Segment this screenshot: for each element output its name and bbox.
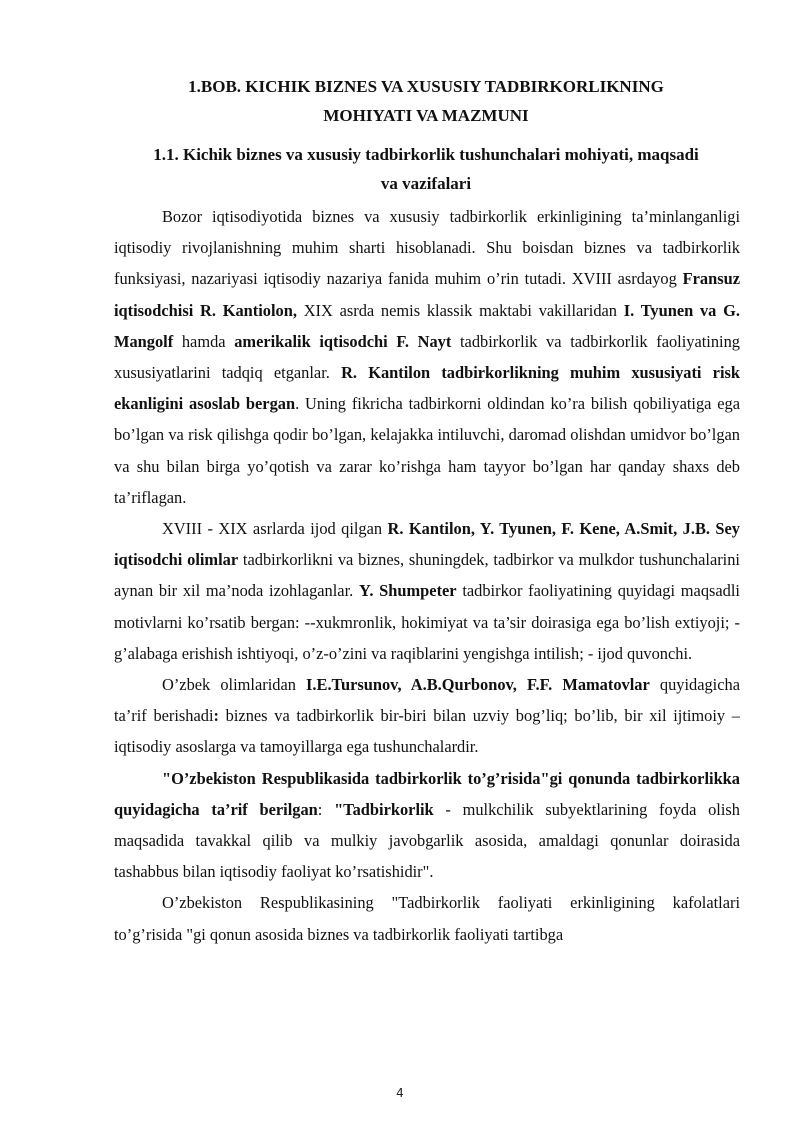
bold-text-run: : <box>213 706 219 726</box>
chapter-title-line-2: MOHIYATI VA MAZMUNI <box>323 106 529 125</box>
bold-text-run: I.E.Tursunov, A.B.Qurbonov, F.F. Mamatovlar <box>306 675 650 695</box>
text-run: hamda <box>173 331 235 351</box>
text-run: XVIII - XIX asrlarda ijod qilgan <box>162 519 388 539</box>
paragraph-2 <box>114 513 740 669</box>
text-run: : <box>317 799 335 819</box>
section-title <box>110 140 742 198</box>
text-run: biznes va tadbirkorlik bir-biri bilan uzviy bog’liq; bo’lib, bir xil ijtimoiy – iqtisodiy asoslarga va tamoyillarga ega tushunchalardir. <box>114 706 741 757</box>
text-run: XIX asrda nemis klassik maktabi vakillaridan <box>296 300 624 320</box>
paragraph-5 <box>114 887 740 949</box>
text-run: - mulkchilik subyektlarining foyda olish maqsadida tavakkal qilib va mulkiy javobgarlik asosida, amaldagi qonunlar doirasida tashabbus bilan iqtisodiy faoliyat ko’rsatishidir". <box>114 799 740 882</box>
text-run: tadbirkorlikni va biznes, shuningdek, tadbirkor va mulkdor tushunchalarini aynan bir xil ma’noda izohlaganlar. <box>114 550 740 601</box>
bold-text-run: Fransuz iqtisodchisi R. Kantiolon, <box>114 269 740 320</box>
text-run: . Uning fikricha tadbirkorni oldindan ko’ra bilish qobiliyatiga ega bo’lgan va risk qilishga qodir bo’lgan, kelajakka intiluvchi, daromad olishdan umidvor bo’lgan va shu bilan birga yo’qotish va zarar ko’rishga ham tayyor bo’lgan har qanday shaxs deb ta’riflagan. <box>114 394 741 507</box>
text-run: O’zbekiston Respublikasining "Tadbirkorlik faoliyati erkinligining kafolatlari to’g’risida "gi qonun asosida biznes va tadbirkorlik faoliyati tartibga <box>114 893 740 944</box>
paragraph-1 <box>114 201 740 513</box>
paragraph-3 <box>114 669 740 763</box>
section-title-line-1: 1.1. Kichik biznes va xususiy tadbirkorlik tushunchalari mohiyati, maqsadi <box>153 145 699 164</box>
chapter-title <box>110 72 742 130</box>
bold-text-run: amerikalik iqtisodchi F. Nayt <box>234 331 452 351</box>
chapter-title-line-1: 1.BOB. KICHIK BIZNES VA XUSUSIY TADBIRKORLIKNING <box>188 77 664 96</box>
text-run: tadbirkor faoliyatining quyidagi maqsadli motivlarni ko’rsatib bergan: --xukmronlik, hokimiyat va ta’sir doirasiga ega bo’lish extiyoji; - g’alabaga erishish ishtiyoqi, o’z-o’zini va raqiblarini yengishga intilish; - ijod quvonchi. <box>114 581 740 663</box>
text-run: tadbirkorlik va tadbirkorlik faoliyatining xususiyatlarini tadqiq etganlar. <box>114 331 740 383</box>
page-number: 4 <box>396 1086 404 1100</box>
text-run: O’zbek olimlaridan <box>162 675 307 695</box>
paragraph-4 <box>114 763 740 888</box>
body-text <box>114 201 740 950</box>
bold-text-run: Y. Shumpeter <box>358 581 457 601</box>
text-run: Bozor iqtisodiyotida biznes va xususiy tadbirkorlik erkinligining ta’minlanganligi iqtisodiy rivojlanishning muhim sharti hisoblanadi. Shu boisdan biznes va tadbirkorlik funksiyasi, nazariyasi iqtisodiy nazariya fanida muhim o’rin tutadi. XVIII asrdayog <box>114 207 740 289</box>
bold-text-run: I. Tyunen va G. Mangolf <box>114 300 740 351</box>
section-title-line-2: va vazifalari <box>380 174 472 193</box>
text-run: quyidagicha ta’rif berishadi <box>114 675 740 726</box>
bold-text-run: R. Kantilon tadbirkorlikning muhim xususiyati risk ekanligini asoslab bergan <box>114 363 740 414</box>
bold-text-run: R. Kantilon, Y. Tyunen, F. Kene, A.Smit, J.B. Sey iqtisodchi olimlar <box>114 519 740 570</box>
bold-text-run: "O’zbekiston Respublikasida tadbirkorlik to’g’risida"gi qonunda tadbirkorlikka quyidagicha ta’rif berilgan <box>114 768 740 819</box>
bold-text-run: "Tadbirkorlik <box>334 799 434 819</box>
